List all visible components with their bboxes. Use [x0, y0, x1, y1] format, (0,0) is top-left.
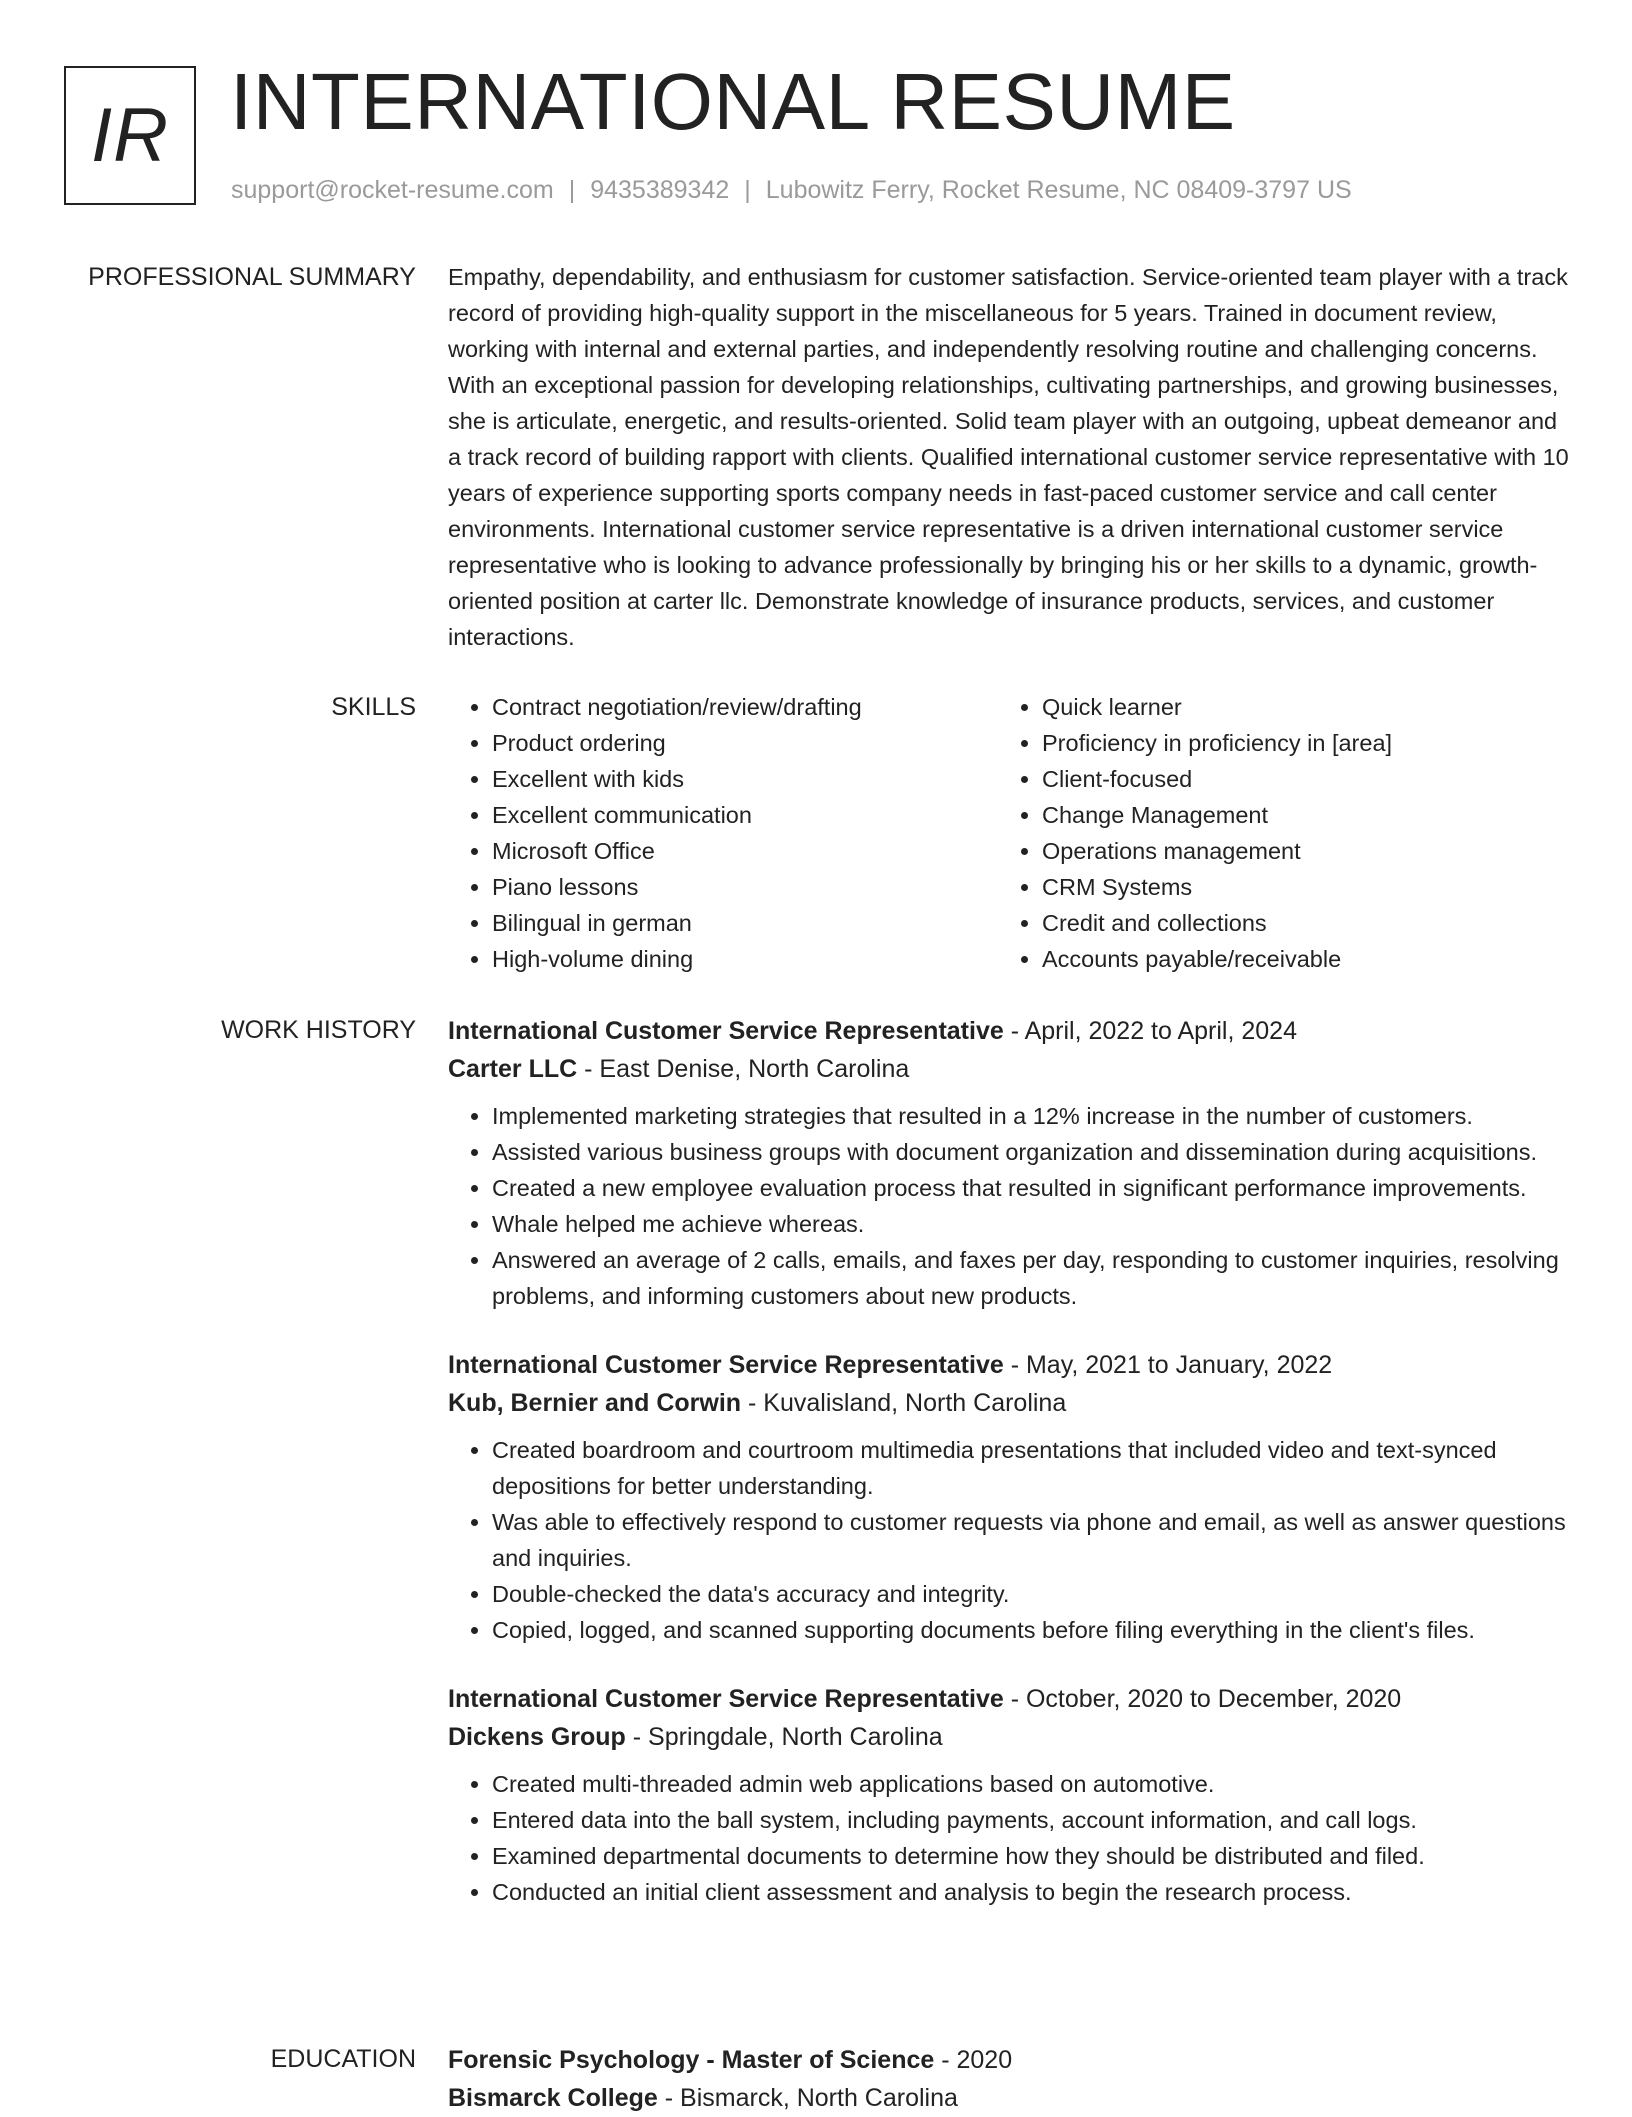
contact-email[interactable]: support@rocket-resume.com [231, 176, 554, 204]
job-bullets [448, 1098, 1570, 1314]
skill-item: • Microsoft Office [492, 833, 998, 869]
skill-item: • Contract negotiation/review/drafting [492, 689, 998, 725]
job-bullet: • Entered data into the ball system, including payments, account information, and call logs. [492, 1802, 1570, 1838]
job-title-line [448, 1680, 1570, 1718]
skill-item: • Piano lessons [492, 869, 998, 905]
job-bullets [448, 1766, 1570, 1910]
skill-item: • Proficiency in proficiency in [area] [1042, 725, 1562, 761]
job-title-line [448, 1346, 1570, 1384]
job-entry [448, 1012, 1570, 1314]
work-history-body [448, 1012, 1570, 1942]
contact-address: Lubowitz Ferry, Rocket Resume, NC 08409-3797 US [765, 176, 1352, 204]
school-line [448, 2079, 1570, 2117]
degree-line [448, 2041, 1570, 2079]
job-bullet: • Implemented marketing strategies that resulted in a 12% increase in the number of customers. [492, 1098, 1570, 1134]
job-bullet: • Whale helped me achieve whereas. [492, 1206, 1570, 1242]
education-label: EDUCATION [270, 2045, 416, 2073]
job-location: - East Denise, North Carolina [577, 1055, 910, 1083]
job-location: - Springdale, North Carolina [625, 1723, 943, 1751]
job-bullet: • Created boardroom and courtroom multimedia presentations that included video and text-synced depositions for better understanding. [492, 1432, 1570, 1504]
job-title-line [448, 1012, 1570, 1050]
job-bullet: • Copied, logged, and scanned supporting documents before filing everything in the client's files. [492, 1612, 1570, 1648]
job-company: Dickens Group [448, 1723, 626, 1751]
contact-line [231, 176, 1352, 205]
job-company: Carter LLC [448, 1055, 578, 1083]
job-company: Kub, Bernier and Corwin [448, 1389, 742, 1417]
skill-item: • Excellent with kids [492, 761, 998, 797]
job-entry [448, 1680, 1570, 1910]
education-body [448, 2041, 1570, 2117]
skill-item: • Credit and collections [1042, 905, 1562, 941]
skill-item: • CRM Systems [1042, 869, 1562, 905]
skill-item: • Operations management [1042, 833, 1562, 869]
contact-separator: | [568, 176, 576, 204]
job-bullet: • Examined departmental documents to determine how they should be distributed and filed. [492, 1838, 1570, 1874]
job-dates: - May, 2021 to January, 2022 [1003, 1351, 1333, 1379]
skills-body [448, 689, 1570, 977]
degree-year: - 2020 [934, 2046, 1013, 2074]
skill-item: • Client-focused [1042, 761, 1562, 797]
summary-text: Empathy, dependability, and enthusiasm for customer satisfaction. Service-oriented team player with a track record of providing high-quality support in the miscellaneous for 5 years. Trained in document review, working with internal and external parties, and independently resolving routine and challenging concerns. With an exceptional passion for developing relationships, cultivating partnerships, and growing businesses, she is articulate, energetic, and results-oriented. Solid team player with an outgoing, upbeat demeanor and a track record of building rapport with clients. Qualified international customer service representative with 10 years of experience supporting sports company needs in fast-paced customer service and call center environments. International customer service representative is a driven international customer service representative who is looking to advance professionally by bringing his or her skills to a dynamic, growth-oriented position at carter llc. Demonstrate knowledge of insurance products, services, and customer interactions. [448, 264, 1569, 650]
skill-item: • Change Management [1042, 797, 1562, 833]
resume-title: INTERNATIONAL RESUME [230, 57, 1236, 146]
job-location: - Kuvalisland, North Carolina [741, 1389, 1067, 1417]
summary-body [448, 259, 1570, 655]
summary-label: PROFESSIONAL SUMMARY [88, 263, 416, 291]
job-bullet: • Answered an average of 2 calls, emails, and faxes per day, responding to customer inquiries, resolving problems, and informing customers about new products. [492, 1242, 1570, 1314]
school-name: Bismarck College [448, 2084, 658, 2112]
skills-label: SKILLS [331, 693, 416, 721]
job-bullet: • Created multi-threaded admin web applications based on automotive. [492, 1766, 1570, 1802]
skills-list-right [998, 689, 1562, 977]
job-title: International Customer Service Representative [448, 1017, 1004, 1045]
job-title: International Customer Service Representative [448, 1685, 1004, 1713]
job-bullet: • Created a new employee evaluation process that resulted in significant performance improvements. [492, 1170, 1570, 1206]
monogram-logo: IR [64, 66, 196, 205]
job-title: International Customer Service Representative [448, 1351, 1004, 1379]
contact-phone: 9435389342 [590, 176, 730, 204]
school-location: - Bismarck, North Carolina [657, 2084, 958, 2112]
skill-item: • Excellent communication [492, 797, 998, 833]
job-company-line [448, 1384, 1570, 1422]
skills-list-left [448, 689, 998, 977]
job-bullet: • Conducted an initial client assessment and analysis to begin the research process. [492, 1874, 1570, 1910]
job-bullet: • Assisted various business groups with document organization and dissemination during acquisitions. [492, 1134, 1570, 1170]
job-bullet: • Was able to effectively respond to customer requests via phone and email, as well as answer questions and inquiries. [492, 1504, 1570, 1576]
job-dates: - April, 2022 to April, 2024 [1003, 1017, 1297, 1045]
skill-item: • Quick learner [1042, 689, 1562, 725]
skill-item: • Product ordering [492, 725, 998, 761]
job-bullets [448, 1432, 1570, 1648]
work-history-label: WORK HISTORY [221, 1016, 416, 1044]
skill-item: • High-volume dining [492, 941, 998, 977]
job-company-line [448, 1718, 1570, 1756]
contact-separator: | [744, 176, 751, 204]
job-dates: - October, 2020 to December, 2020 [1003, 1685, 1402, 1713]
skill-item: • Bilingual in german [492, 905, 998, 941]
job-entry [448, 1346, 1570, 1648]
job-company-line [448, 1050, 1570, 1088]
skill-item: • Accounts payable/receivable [1042, 941, 1562, 977]
degree: Forensic Psychology - Master of Science [448, 2046, 935, 2074]
job-bullet: • Double-checked the data's accuracy and integrity. [492, 1576, 1570, 1612]
